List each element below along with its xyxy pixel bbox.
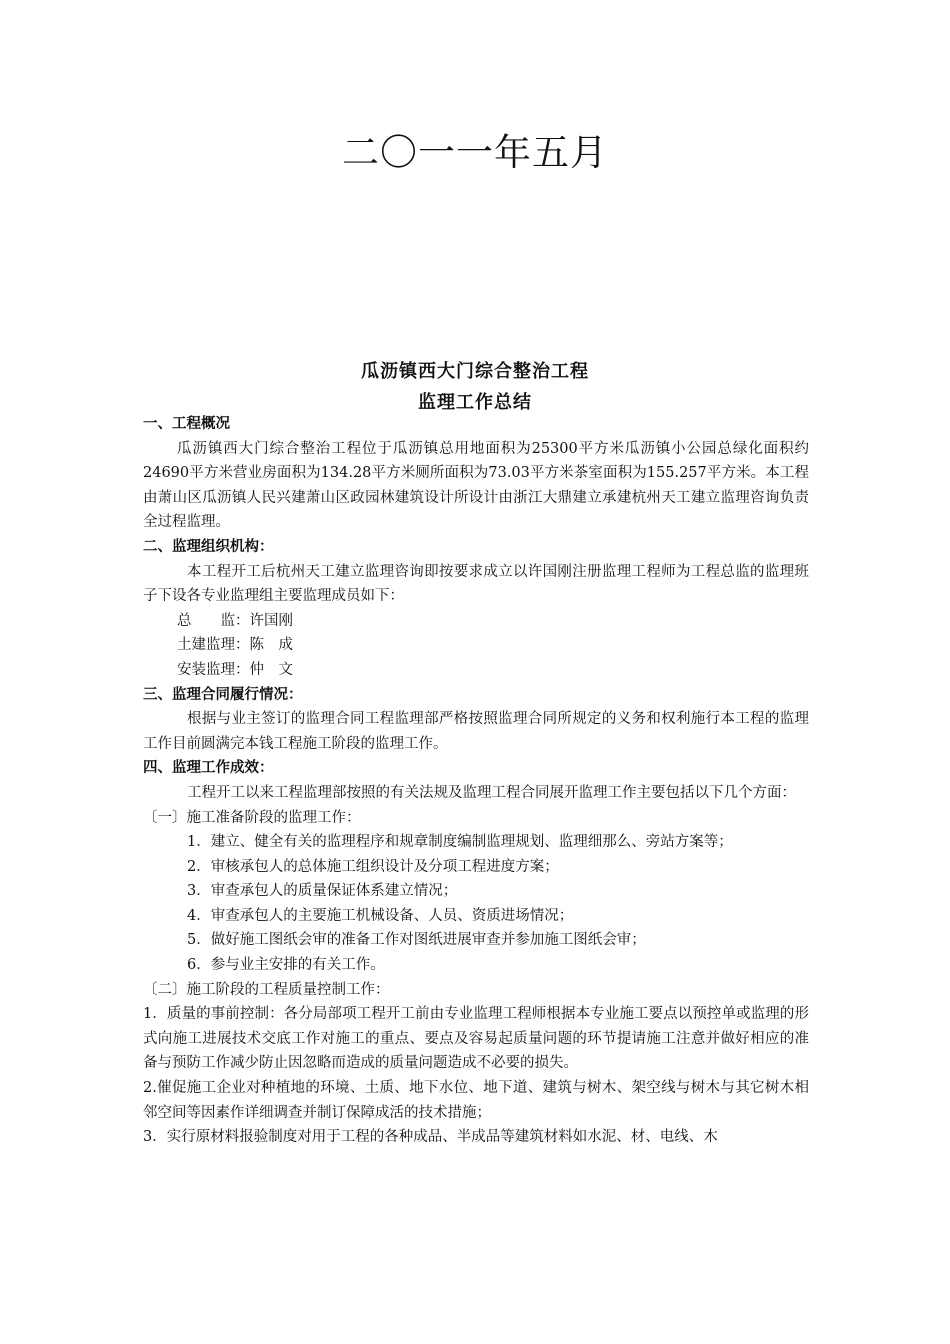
document-body [143,412,809,1150]
quality-item: 2.催促施工企业对种植地的环境、土质、地下水位、地下道、建筑与树木、架空线与树木与其它树木相邻空间等因素作详细调查并制订保障成活的技术措施； [143,1080,809,1121]
list-item: 6．参与业主安排的有关工作。 [187,957,385,974]
overview-paragraph: 瓜沥镇西大门综合整治工程位于瓜沥镇总用地面积为25300平方米瓜沥镇小公园总绿化面积约24690平方米营业房面积为134.28平方米厕所面积为73.03平方米茶室面积为155.257平方米。本工程由萧山区瓜沥镇人民兴建萧山区政园林建筑设计所设计由浙江大鼎建立承建杭州天工建立监理咨询负责全过程监理。 [143,440,809,531]
section-heading-contract: 三、监理合同履行情况： [143,685,303,703]
document-subtitle: 监理工作总结 [418,392,532,413]
section-heading-organization: 二、监理组织机构： [143,537,274,555]
subsection-title-preparation: 〔一〕施工准备阶段的监理工作： [143,809,361,826]
member-install: 安装监理：仲 文 [177,661,293,678]
subsection-title-quality: 〔二〕施工阶段的工程质量控制工作： [143,981,390,998]
list-item: 1．建立、健全有关的监理程序和规章制度编制监理规划、监理细那么、旁站方案等； [187,834,733,851]
member-chief: 总 监：许国刚 [177,612,293,629]
section-heading-results: 四、监理工作成效： [143,759,274,777]
list-item: 2．审核承包人的总体施工组织设计及分项工程进度方案； [187,858,559,875]
quality-item: 1．质量的事前控制：各分局部项工程开工前由专业监理工程师根据本专业施工要点以预控单或监理的形式向施工进展技术交底工作对施工的重点、要点及容易起质量问题的环节提请施工注意并做好相应的准备与预防工作减少防止因忽略而造成的质量问题造成不必要的损失。 [143,1006,809,1072]
results-paragraph: 工程开工以来工程监理部按照的有关法规及监理工程合同展开监理工作主要包括以下几个方面： [187,784,796,801]
list-item: 3．审查承包人的质量保证体系建立情况； [187,883,458,900]
quality-item: 3．实行原材料报验制度对用于工程的各种成品、半成品等建筑材料如水泥、材、电线、木 [143,1129,718,1146]
member-civil: 土建监理：陈 成 [177,637,293,654]
section-heading-overview: 一、工程概况 [143,415,230,432]
document-title: 瓜沥镇西大门综合整治工程 [361,361,589,382]
contract-paragraph: 根据与业主签订的监理合同工程监理部严格按照监理合同所规定的义务和权利施行本工程的监理工作目前圆满完本钱工程施工阶段的监理工作。 [143,711,809,752]
list-item: 5．做好施工图纸会审的准备工作对图纸进展审查并参加施工图纸会审； [187,932,646,949]
cover-date: 二〇一一年五月 [342,131,608,174]
organization-paragraph: 本工程开工后杭州天工建立监理咨询即按要求成立以许国刚注册监理工程师为工程总监的监理班子下设各专业监理组主要监理成员如下： [143,563,809,605]
list-item: 4．审查承包人的主要施工机械设备、人员、资质进场情况； [187,907,574,924]
